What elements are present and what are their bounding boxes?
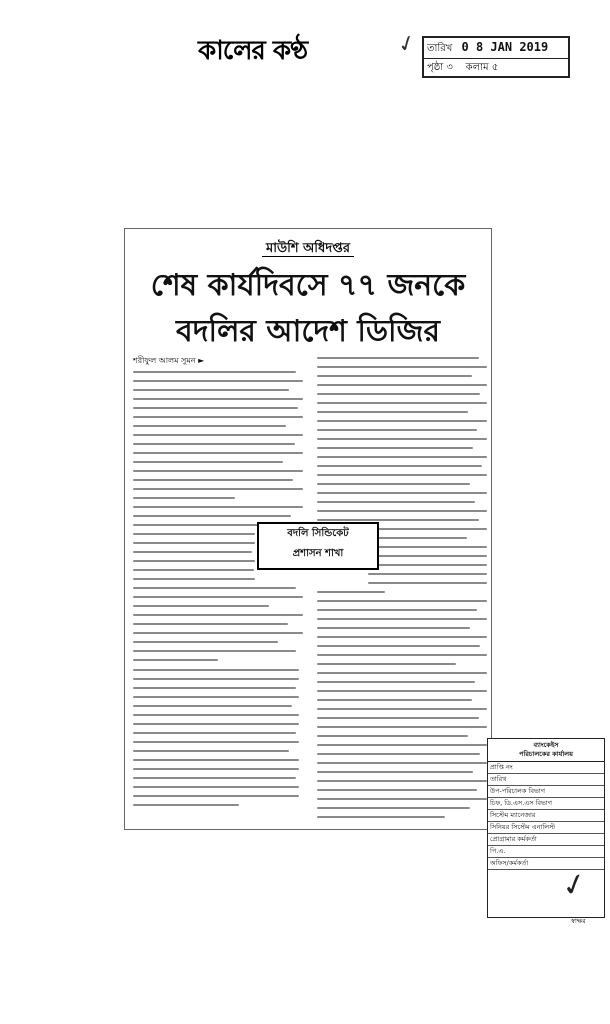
newspaper-masthead: কালের কণ্ঠ xyxy=(198,36,308,66)
headline-line-2: বদলির আদেশ ডিজির xyxy=(176,314,440,349)
article-column-left xyxy=(133,371,303,668)
stamp-column-label: কলাম xyxy=(465,62,489,73)
routing-slip-row: পি.এ. xyxy=(488,846,604,858)
signature-mark-icon: ✓ xyxy=(557,865,592,906)
stamp-page-row xyxy=(424,58,568,77)
article-column-bottom xyxy=(133,669,487,813)
routing-slip-row: চিফ, ডি.এস.এস বিভাগ xyxy=(488,798,604,810)
headline-line-1: শেষ কার্যদিবসে ৭৭ জনকে xyxy=(150,268,466,303)
stamp-page-value: ৩ xyxy=(446,62,453,73)
routing-slip-row: প্রোগ্রামার কর্মকর্তা xyxy=(488,834,604,846)
routing-slip-row: সিনিয়র সিস্টেম এনালিস্ট xyxy=(488,822,604,834)
stamp-date-row xyxy=(424,38,568,58)
routing-slip-row: সিস্টেম ম্যানেজার xyxy=(488,810,604,822)
article-headline xyxy=(125,263,491,355)
clipping-date-stamp xyxy=(422,36,570,78)
pull-quote-box xyxy=(257,522,379,570)
article-byline: শরীফুল আলম সুমন ► xyxy=(133,356,205,365)
signature-label: স্বাক্ষর xyxy=(571,917,586,925)
stamp-page-label: পৃষ্ঠা xyxy=(427,62,444,73)
check-mark-icon: ✓ xyxy=(394,29,421,60)
stamp-date-label: তারিখ xyxy=(427,43,453,54)
routing-slip-header: ব্যাংকেইস পরিচালকের কার্যালয় xyxy=(488,739,604,762)
article-kicker: মাউশি অধিদপ্তর xyxy=(125,239,491,260)
newspaper-clipping xyxy=(124,228,492,830)
pull-quote-line-2: প্রশাসন শাখা xyxy=(292,548,344,559)
pull-quote-line-1: বদলি সিন্ডিকেট xyxy=(287,528,349,539)
routing-slip-row: তারিখ xyxy=(488,774,604,786)
stamp-column-value: ৫ xyxy=(491,62,499,73)
stamp-date-value: 0 8 JAN 2019 xyxy=(461,40,549,54)
routing-slip-footer: অফিস/কর্মকর্তা xyxy=(488,858,604,870)
routing-slip-row: প্রাপ্তি নং xyxy=(488,762,604,774)
routing-slip-row: উপ-পরিচালক বিভাগ xyxy=(488,786,604,798)
